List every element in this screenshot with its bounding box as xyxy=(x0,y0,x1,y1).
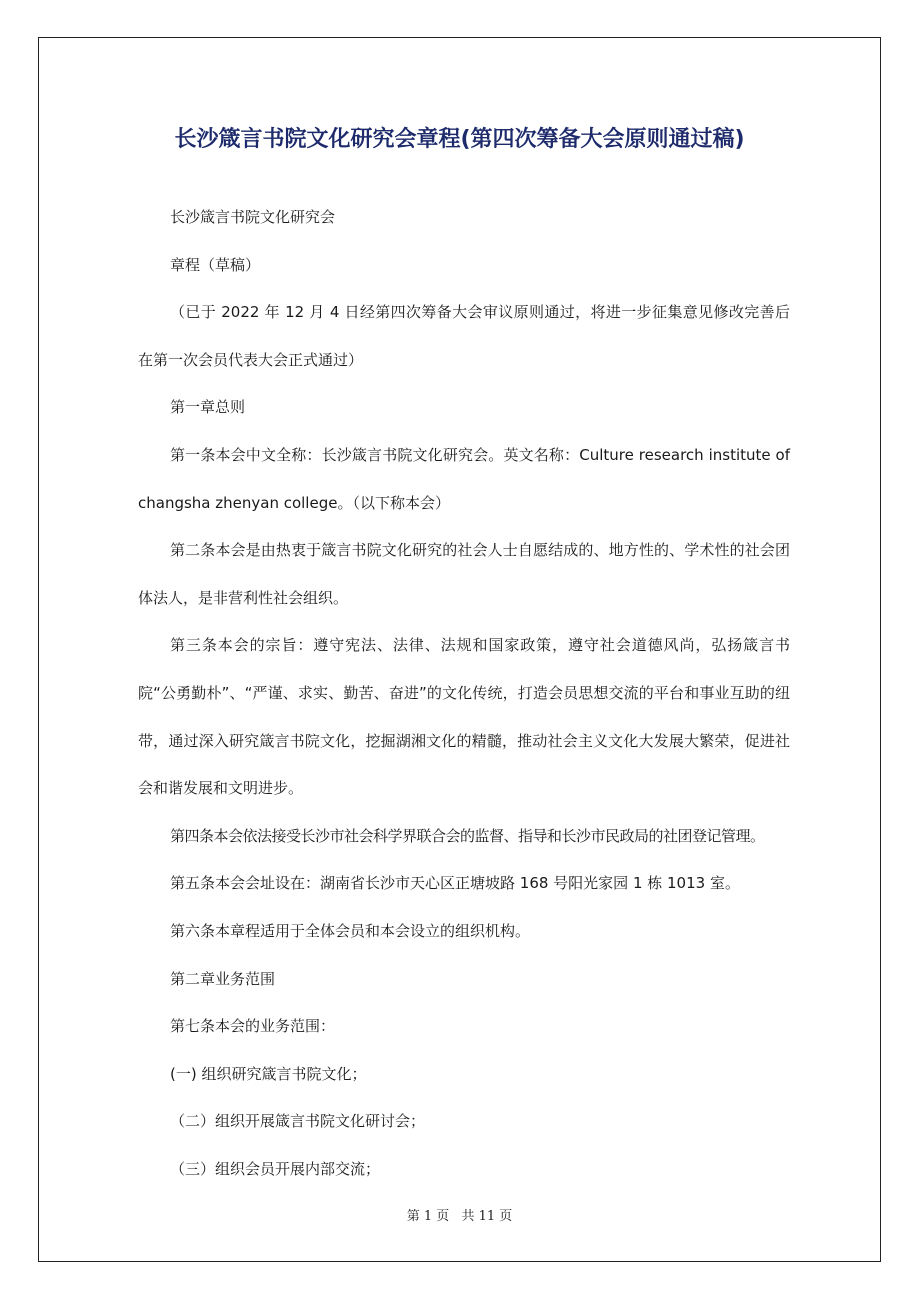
page-footer xyxy=(38,1205,881,1224)
chapter-heading-business-scope: 第二章业务范围 xyxy=(170,969,276,988)
paragraph-charter-draft: 章程（草稿） xyxy=(170,255,261,274)
scope-item-2: （二）组织开展箴言书院文化研讨会； xyxy=(170,1112,426,1131)
paragraph-org-name: 长沙箴言书院文化研究会 xyxy=(170,208,336,226)
article-2: 第二条本会是由热衷于箴言书院文化研究的社会人士自愿结成的、地方性的、学术性的社会团体法人，是非营利性社会组织。 xyxy=(138,541,790,607)
article-3: 第三条本会的宗旨：遵守宪法、法律、法规和国家政策，遵守社会道德风尚，弘扬箴言书院“公勇勤朴”、“严谨、求实、勤苦、奋进”的文化传统，打造会员思想交流的平台和事业互助的纽带，通过深入研究箴言书院文化，挖掘湖湘文化的精髓，推动社会主义文化大发展大繁荣，促进社会和谐发展和文明进步。 xyxy=(138,636,790,798)
document-body xyxy=(138,194,790,1193)
scope-item-3: （三）组织会员开展内部交流； xyxy=(170,1159,381,1178)
page-number: 第 1 页 xyxy=(406,1209,450,1224)
article-4: 第四条本会依法接受长沙市社会科学界联合会的监督、指导和长沙市民政局的社团登记管理。 xyxy=(170,826,765,845)
paragraph-adoption-note: （已于 2022 年 12 月 4 日经第四次筹备大会审议原则通过，将进一步征集意见修改完善后在第一次会员代表大会正式通过） xyxy=(138,303,790,369)
article-1: 第一条本会中文全称：长沙箴言书院文化研究会。英文名称：Culture research institute of changsha zhenyan college。（以下称本会） xyxy=(138,445,790,512)
scope-item-1: (一) 组织研究箴言书院文化； xyxy=(170,1064,367,1083)
article-6: 第六条本章程适用于全体会员和本会设立的组织机构。 xyxy=(170,921,531,940)
chapter-heading-general: 第一章总则 xyxy=(170,398,246,417)
article-5: 第五条本会会址设在：湖南省长沙市天心区正塘坡路 168 号阳光家园 1 栋 1013 室。 xyxy=(170,874,740,893)
article-7: 第七条本会的业务范围： xyxy=(170,1017,336,1036)
document-title: 长沙箴言书院文化研究会章程(第四次筹备大会原则通过稿) xyxy=(174,127,745,152)
page-total: 共 11 页 xyxy=(461,1209,513,1224)
